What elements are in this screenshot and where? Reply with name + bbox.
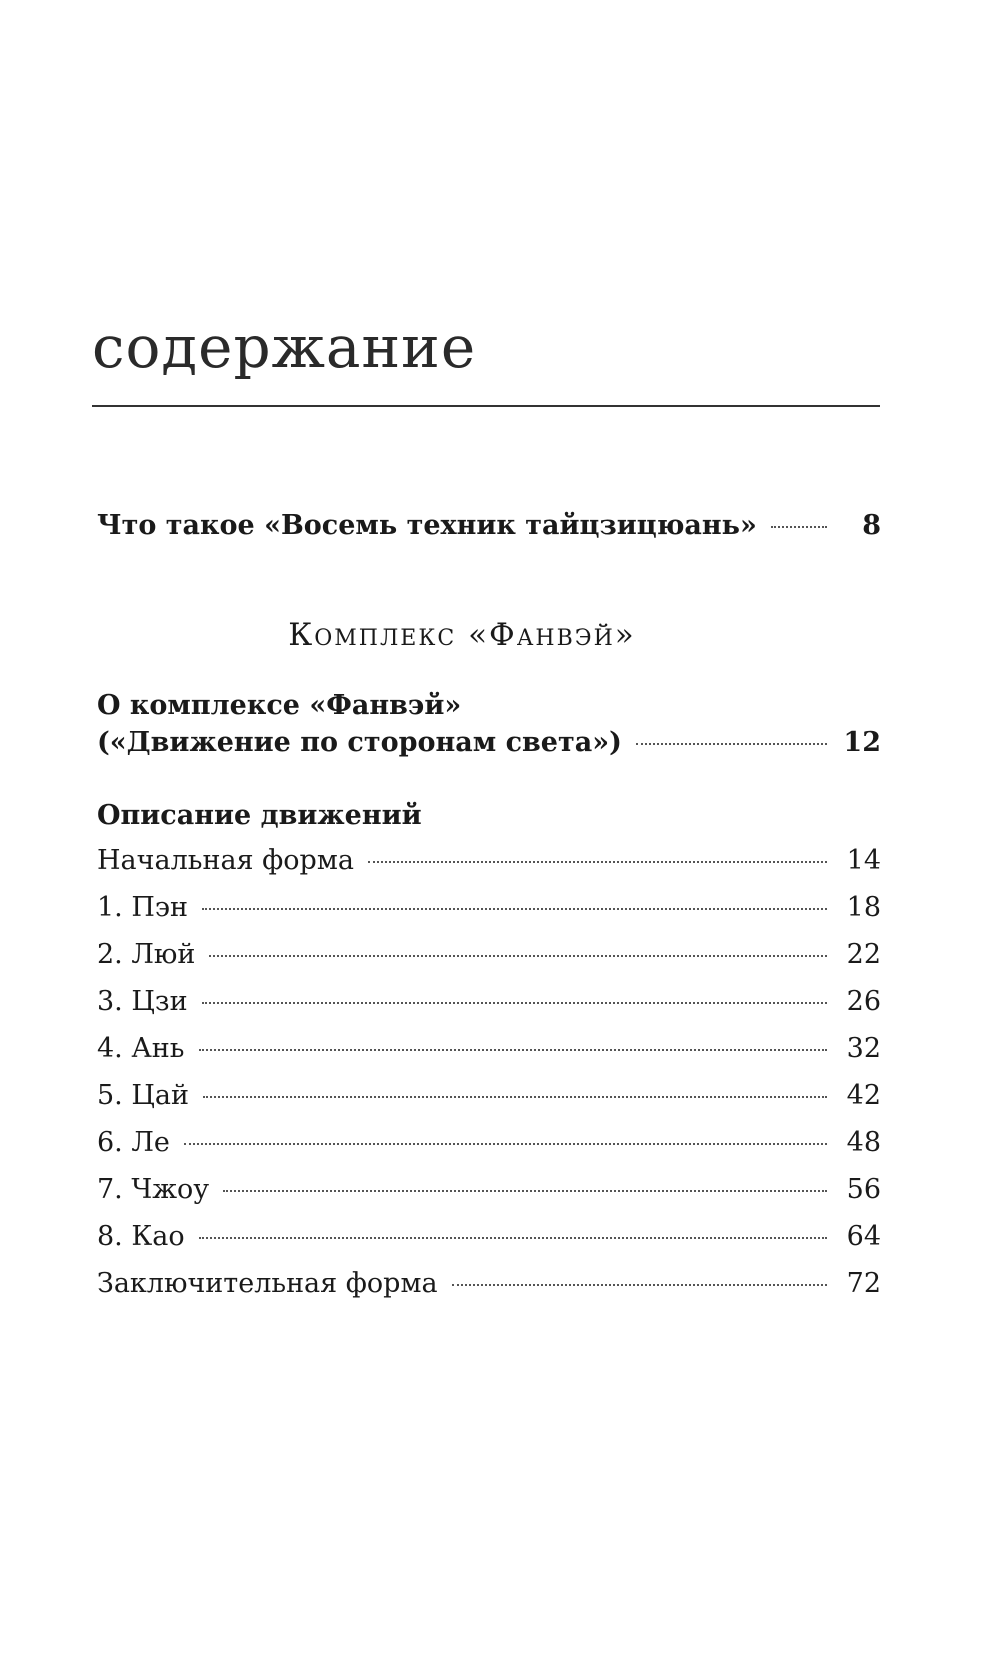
toc-entry[interactable] — [97, 892, 881, 924]
toc-entry[interactable] — [97, 1174, 881, 1206]
toc-entry[interactable] — [97, 845, 881, 877]
toc-entry[interactable] — [97, 1268, 881, 1300]
toc-entry-page: 42 — [846, 1080, 881, 1111]
toc-entry-page: 64 — [846, 1221, 881, 1252]
toc-entry-page: 18 — [846, 892, 881, 923]
dot-leader — [184, 1143, 827, 1145]
toc-entry-label: 4. Ань — [97, 1033, 185, 1064]
dot-leader — [209, 955, 827, 957]
toc-entry[interactable] — [97, 939, 881, 971]
toc-entry-page: 32 — [846, 1033, 881, 1064]
dot-leader — [199, 1049, 828, 1051]
toc-entry[interactable] — [97, 986, 881, 1018]
toc-entry-label: («Движение по сторонам света») — [97, 727, 622, 758]
section-heading-text: Комплекс «Фанвэй» — [288, 617, 636, 653]
toc-entry-page: 26 — [846, 986, 881, 1017]
toc-entry-label: 5. Цай — [97, 1080, 189, 1111]
toc-entry-label: Начальная форма — [97, 845, 354, 876]
dot-leader — [202, 1002, 827, 1004]
toc-entry-about[interactable] — [97, 727, 881, 759]
toc-entry-intro[interactable] — [97, 510, 881, 542]
dot-leader — [203, 1096, 827, 1098]
toc-entry-label: 3. Цзи — [97, 986, 188, 1017]
toc-entry[interactable] — [97, 1033, 881, 1065]
section-heading — [0, 617, 1000, 653]
toc-entry-page: 22 — [846, 939, 881, 970]
dot-leader — [199, 1237, 827, 1239]
toc-entry-page: 12 — [843, 727, 881, 758]
title-divider — [92, 405, 880, 407]
dot-leader — [368, 861, 827, 863]
toc-entry-page: 72 — [846, 1268, 881, 1299]
page-title: содержание — [92, 313, 477, 381]
dot-leader — [636, 743, 827, 745]
toc-entry-about-line1[interactable]: О комплексе «Фанвэй» — [97, 690, 462, 721]
toc-entry[interactable] — [97, 1221, 881, 1253]
toc-entry-page: 8 — [862, 510, 881, 541]
toc-entry-page: 56 — [846, 1174, 881, 1205]
toc-entry-label: Что такое «Восемь техник тайцзицюань» — [97, 510, 757, 541]
dot-leader — [202, 908, 827, 910]
toc-entry-label: 7. Чжоу — [97, 1174, 210, 1205]
moves-subheading: Описание движений — [97, 800, 422, 831]
toc-entry-label: 2. Люй — [97, 939, 196, 970]
dot-leader — [452, 1284, 827, 1286]
toc-entry-label: 1. Пэн — [97, 892, 189, 923]
dot-leader — [771, 526, 827, 528]
toc-entry-page: 14 — [846, 845, 881, 876]
toc-entry[interactable] — [97, 1080, 881, 1112]
toc-entry-label: 8. Као — [97, 1221, 185, 1252]
toc-entry[interactable] — [97, 1127, 881, 1159]
toc-entry-label: 6. Ле — [97, 1127, 170, 1158]
dot-leader — [223, 1190, 827, 1192]
toc-entry-label: Заключительная форма — [97, 1268, 438, 1299]
toc-entry-page: 48 — [846, 1127, 881, 1158]
